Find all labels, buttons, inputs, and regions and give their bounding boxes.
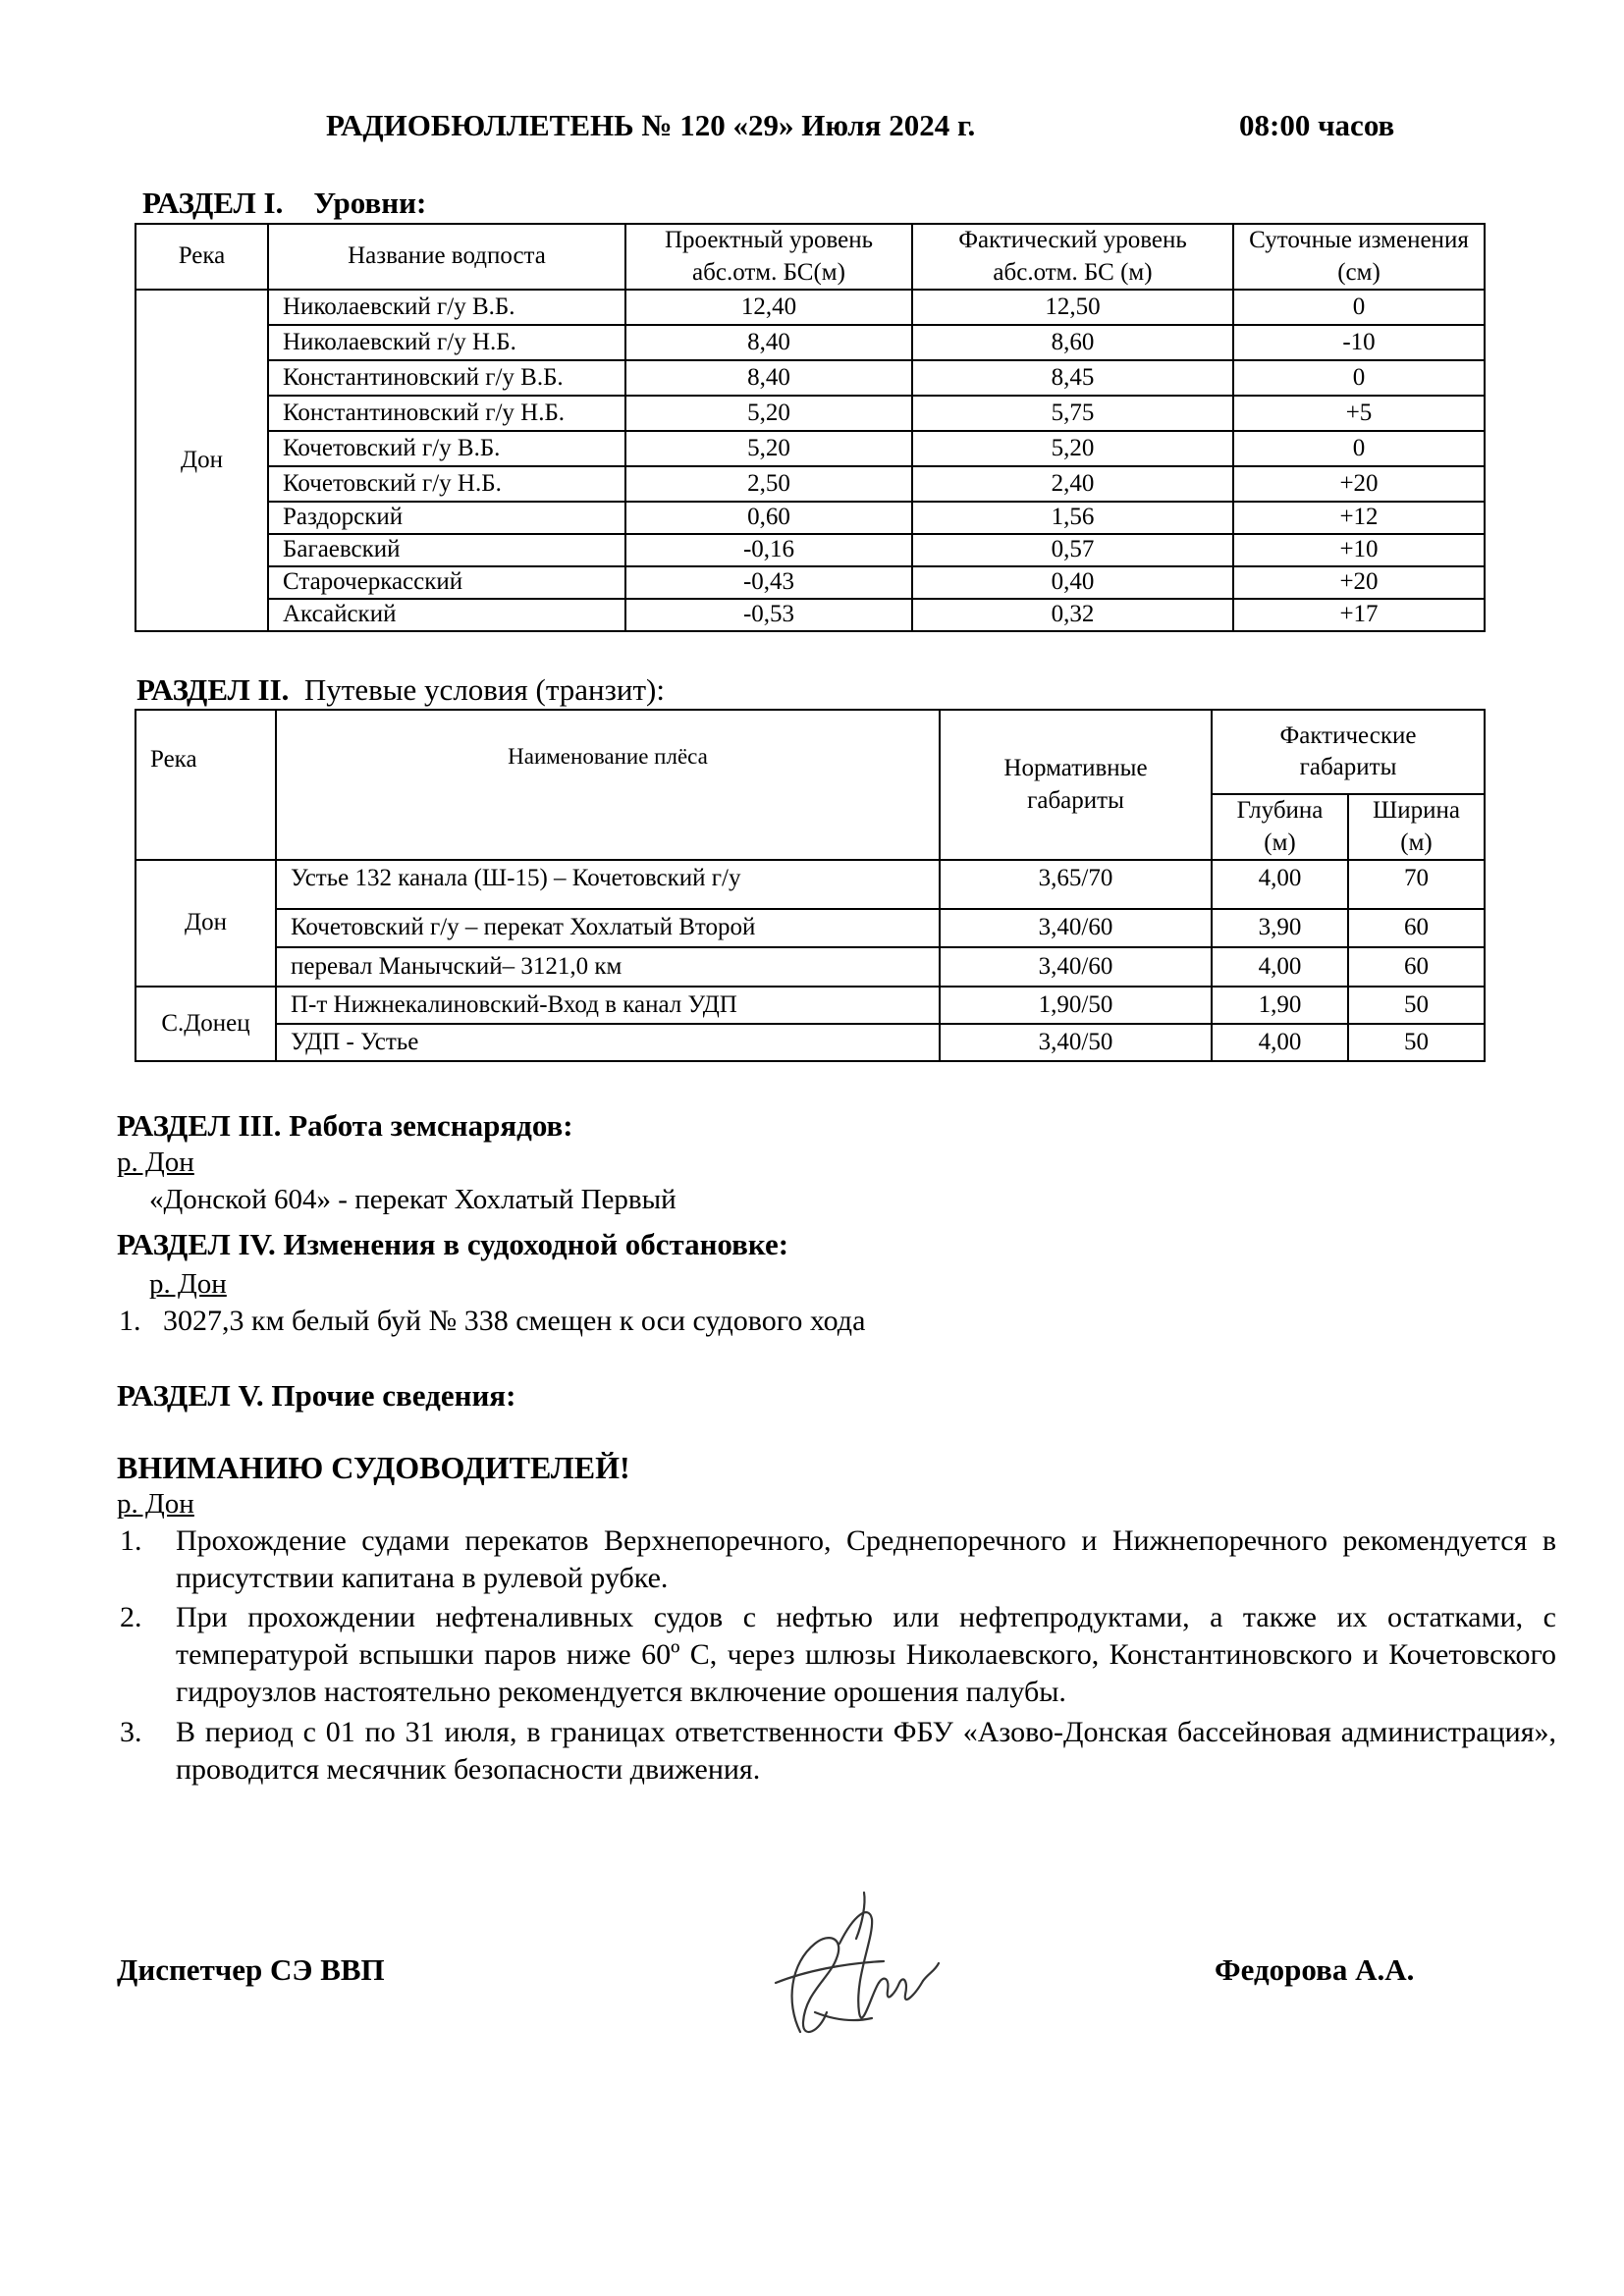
normative-dims: 3,65/70: [940, 860, 1212, 909]
dispatcher-position: Диспетчер СЭ ВВП: [117, 1952, 385, 1987]
table-row: [135, 947, 1485, 987]
daily-change: 0: [1233, 431, 1485, 466]
design-level: -0,53: [625, 599, 912, 631]
reach-name: УДП - Устье: [276, 1024, 940, 1061]
section3-title: РАЗДЕЛ III. Работа земснарядов:: [117, 1108, 573, 1143]
normative-dims: 1,90/50: [940, 987, 1212, 1024]
bulletin-title: РАДИОБЮЛЛЕТЕНЬ № 120 «29» Июля 2024 г.: [326, 108, 976, 142]
table-row: [135, 325, 1485, 360]
post-name: Константиновский г/у В.Б.: [268, 360, 625, 396]
bulletin-time: 08:00 часов: [1239, 108, 1395, 142]
item-text: При прохождении нефтеналивных судов с нефтью или нефтепродуктами, а также их остатками, с температурой вспышки паров ниже 60º С, через шлюзы Николаевского, Константиновского и Кочетовского гидроузлов настоятельно рекомендуется включение орошения палубы.: [176, 1601, 1556, 1708]
post-name: Старочеркасский: [268, 566, 625, 599]
width: 60: [1348, 947, 1485, 987]
width: 50: [1348, 1024, 1485, 1061]
item-number: 2.: [120, 1601, 142, 1633]
col-river: Река: [135, 224, 268, 290]
actual-level: 1,56: [912, 502, 1233, 534]
design-level: 8,40: [625, 325, 912, 360]
design-level: -0,43: [625, 566, 912, 599]
depth: 4,00: [1212, 1024, 1348, 1061]
reach-name: перевал Манычский– 3121,0 км: [276, 947, 940, 987]
design-level: -0,16: [625, 534, 912, 566]
attention-title: ВНИМАНИЮ СУДОВОДИТЕЛЕЙ!: [117, 1450, 630, 1485]
col-actual-level: Фактический уровень абс.отм. БС (м): [912, 224, 1233, 290]
table-row: [135, 566, 1485, 599]
table-row: [135, 987, 1485, 1024]
design-level: 0,60: [625, 502, 912, 534]
post-name: Кочетовский г/у Н.Б.: [268, 466, 625, 502]
col-normative: Нормативные габариты: [940, 710, 1212, 860]
transit-table: [135, 709, 1486, 1062]
normative-dims: 3,40/60: [940, 947, 1212, 987]
section1-heading: РАЗДЕЛ I.: [142, 186, 284, 220]
section5-title: РАЗДЕЛ V. Прочие сведения:: [117, 1378, 516, 1413]
depth: 4,00: [1212, 860, 1348, 909]
design-level: 5,20: [625, 431, 912, 466]
table-row: [135, 431, 1485, 466]
table-row: [135, 909, 1485, 947]
actual-level: 5,20: [912, 431, 1233, 466]
col-post: Название водпоста: [268, 224, 625, 290]
daily-change: -10: [1233, 325, 1485, 360]
table-row: [135, 396, 1485, 431]
post-name: Кочетовский г/у В.Б.: [268, 431, 625, 466]
actual-level: 8,45: [912, 360, 1233, 396]
post-name: Аксайский: [268, 599, 625, 631]
actual-level: 2,40: [912, 466, 1233, 502]
attention-item-1: [120, 1522, 1556, 1597]
reach-name: Кочетовский г/у – перекат Хохлатый Второй: [276, 909, 940, 947]
item-text: 3027,3 км белый буй № 338 смещен к оси судового хода: [163, 1305, 866, 1337]
post-name: Николаевский г/у В.Б.: [268, 290, 625, 325]
col-reach: Наименование плёса: [276, 710, 940, 860]
post-name: Николаевский г/у Н.Б.: [268, 325, 625, 360]
daily-change: +20: [1233, 466, 1485, 502]
section2-title: [136, 672, 665, 708]
normative-dims: 3,40/50: [940, 1024, 1212, 1061]
width: 50: [1348, 987, 1485, 1024]
table-row: [135, 599, 1485, 631]
table-row: [135, 1024, 1485, 1061]
item-number: 1.: [120, 1524, 142, 1557]
river-cell: Дон: [135, 290, 268, 631]
section4-river: р. Дон: [149, 1268, 227, 1300]
design-level: 5,20: [625, 396, 912, 431]
item-text: Прохождение судами перекатов Верхнепоречного, Среднепоречного и Нижнепоречного рекомендуется в присутствии капитана в рулевой рубке.: [176, 1524, 1556, 1594]
post-name: Раздорский: [268, 502, 625, 534]
table-row: [135, 502, 1485, 534]
section4-item: [119, 1305, 865, 1338]
item-text: В период с 01 по 31 июля, в границах ответственности ФБУ «Азово-Донская бассейновая администрация», проводится месячник безопасности движения.: [176, 1716, 1556, 1786]
daily-change: +10: [1233, 534, 1485, 566]
width: 60: [1348, 909, 1485, 947]
levels-table: [135, 223, 1486, 632]
design-level: 12,40: [625, 290, 912, 325]
item-number: 3.: [120, 1716, 142, 1748]
section3-river: р. Дон: [117, 1147, 194, 1178]
section2-subtitle: Путевые условия (транзит):: [303, 672, 665, 707]
daily-change: +20: [1233, 566, 1485, 599]
col-river: Река: [135, 710, 276, 860]
attention-item-2: [120, 1599, 1556, 1711]
design-level: 2,50: [625, 466, 912, 502]
river-cell: Дон: [135, 860, 276, 987]
section4-title: РАЗДЕЛ IV. Изменения в судоходной обстановке:: [117, 1227, 789, 1261]
daily-change: +17: [1233, 599, 1485, 631]
reach-name: П-т Нижнекалиновский-Вход в канал УДП: [276, 987, 940, 1024]
section1-title: [142, 186, 426, 221]
section1-subtitle: Уровни:: [313, 186, 427, 220]
post-name: Багаевский: [268, 534, 625, 566]
width: 70: [1348, 860, 1485, 909]
section2-heading: РАЗДЕЛ II.: [136, 672, 290, 707]
col-design-level: Проектный уровень абс.отм. БС(м): [625, 224, 912, 290]
river-cell: С.Донец: [135, 987, 276, 1061]
table-row: [135, 290, 1485, 325]
col-depth: Глубина (м): [1212, 794, 1348, 860]
actual-level: 8,60: [912, 325, 1233, 360]
daily-change: 0: [1233, 360, 1485, 396]
dispatcher-name: Федорова А.А.: [1215, 1952, 1415, 1987]
design-level: 8,40: [625, 360, 912, 396]
table-row: [135, 466, 1485, 502]
actual-level: 12,50: [912, 290, 1233, 325]
actual-level: 0,32: [912, 599, 1233, 631]
table-row: [135, 534, 1485, 566]
section3-item: «Донской 604» - перекат Хохлатый Первый: [149, 1184, 677, 1215]
actual-level: 0,57: [912, 534, 1233, 566]
depth: 3,90: [1212, 909, 1348, 947]
table-row: [135, 860, 1485, 909]
levels-header-row: [135, 224, 1485, 290]
daily-change: +12: [1233, 502, 1485, 534]
table-row: [135, 360, 1485, 396]
attention-item-3: [120, 1714, 1556, 1789]
daily-change: 0: [1233, 290, 1485, 325]
col-daily-change: Суточные изменения (см): [1233, 224, 1485, 290]
post-name: Константиновский г/у Н.Б.: [268, 396, 625, 431]
depth: 4,00: [1212, 947, 1348, 987]
reach-name: Устье 132 канала (Ш-15) – Кочетовский г/у: [276, 860, 940, 909]
item-number: 1.: [119, 1305, 141, 1337]
attention-river: р. Дон: [117, 1488, 194, 1520]
daily-change: +5: [1233, 396, 1485, 431]
col-actual: Фактические габариты: [1212, 710, 1485, 794]
actual-level: 5,75: [912, 396, 1233, 431]
normative-dims: 3,40/60: [940, 909, 1212, 947]
transit-header-row: [135, 710, 1485, 794]
handwritten-signature: [746, 1885, 962, 2061]
depth: 1,90: [1212, 987, 1348, 1024]
col-width: Ширина (м): [1348, 794, 1485, 860]
actual-level: 0,40: [912, 566, 1233, 599]
